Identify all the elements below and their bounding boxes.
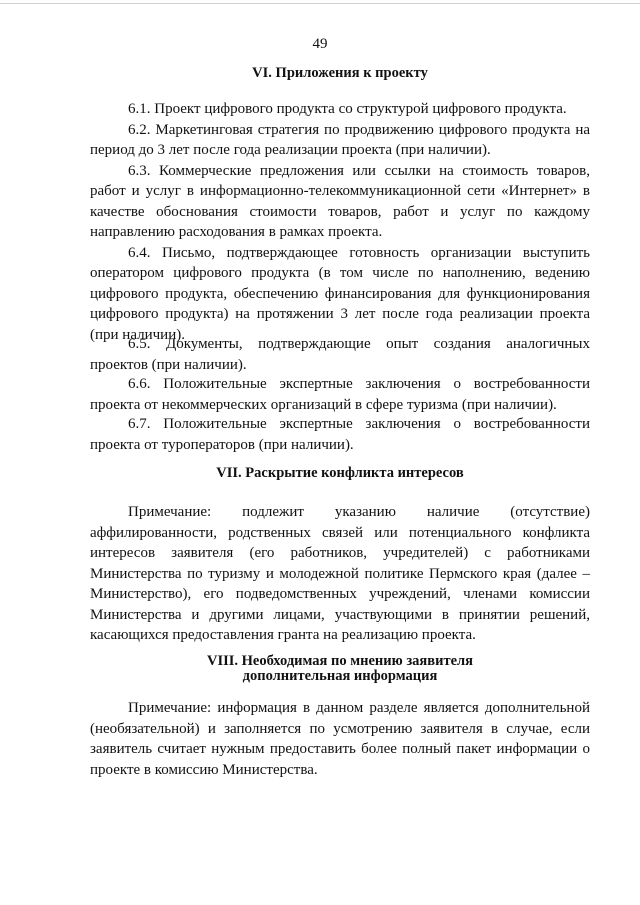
section-vi-heading <box>90 66 590 81</box>
page-number: 49 <box>312 36 328 52</box>
section-vii-heading-line: VII. Раскрытие конфликта интересов <box>216 465 464 481</box>
item-6-2: 6.2. Маркетинговая стратегия по продвижению цифрового продукта на период до 3 лет после года реализации проекта (при наличии). <box>90 121 590 158</box>
section-viii-heading-line-1: VIII. Необходимая по мнению заявителя <box>207 653 473 669</box>
item-6-5: 6.5. Документы, подтверждающие опыт создания аналогичных проектов (при наличии). <box>90 336 590 373</box>
section-vii-note: Примечание: подлежит указанию наличие (отсутствие) аффилированности, родственных связей или потенциального конфликта интересов заявителя (его работников, учредителей) с работниками Министерства по туризму и молодежной политике Пермского края (далее – Министерство), его подведомственных учреждений, членами комиссии Министерства и другими лицами, участвующими в принятии решений, касающихся предоставления гранта на реализацию проекта. <box>90 504 590 643</box>
section-viii-note: Примечание: информация в данном разделе является дополнительной (необязательной) и заполняется по усмотрению заявителя в случае, если заявитель считает нужным предоставить более полный пакет информации о проекте в комиссию Министерства. <box>90 700 590 778</box>
section-vii-heading <box>90 466 590 481</box>
section-viii-heading-line-2: дополнительная информация <box>242 668 438 684</box>
section-viii-heading <box>90 654 590 684</box>
item-6-7: 6.7. Положительные экспертные заключения о востребованности проекта от туроператоров (при наличии). <box>90 416 590 453</box>
item-6-4: 6.4. Письмо, подтверждающее готовность организации выступить оператором цифрового продукта (в том числе по наполнению, ведению цифрового продукта, обеспечению финансирования для функционирования цифрового продукта) на протяжении 3 лет после года реализации проекта (при наличии). <box>90 244 590 343</box>
page-top-edge <box>0 3 640 4</box>
item-6-1: 6.1. Проект цифрового продукта со структурой цифрового продукта. <box>128 101 567 117</box>
item-6-6: 6.6. Положительные экспертные заключения о востребованности проекта от некоммерческих организаций в сфере туризма (при наличии). <box>90 376 590 413</box>
section-vi-heading-line: VI. Приложения к проекту <box>252 65 428 81</box>
item-6-3: 6.3. Коммерческие предложения или ссылки на стоимость товаров, работ и услуг в информационно-телекоммуникационной сети «Интернет» в качестве обоснования стоимости товаров, работ и услуг по каждому направлению расходования в рамках проекта. <box>90 162 590 240</box>
